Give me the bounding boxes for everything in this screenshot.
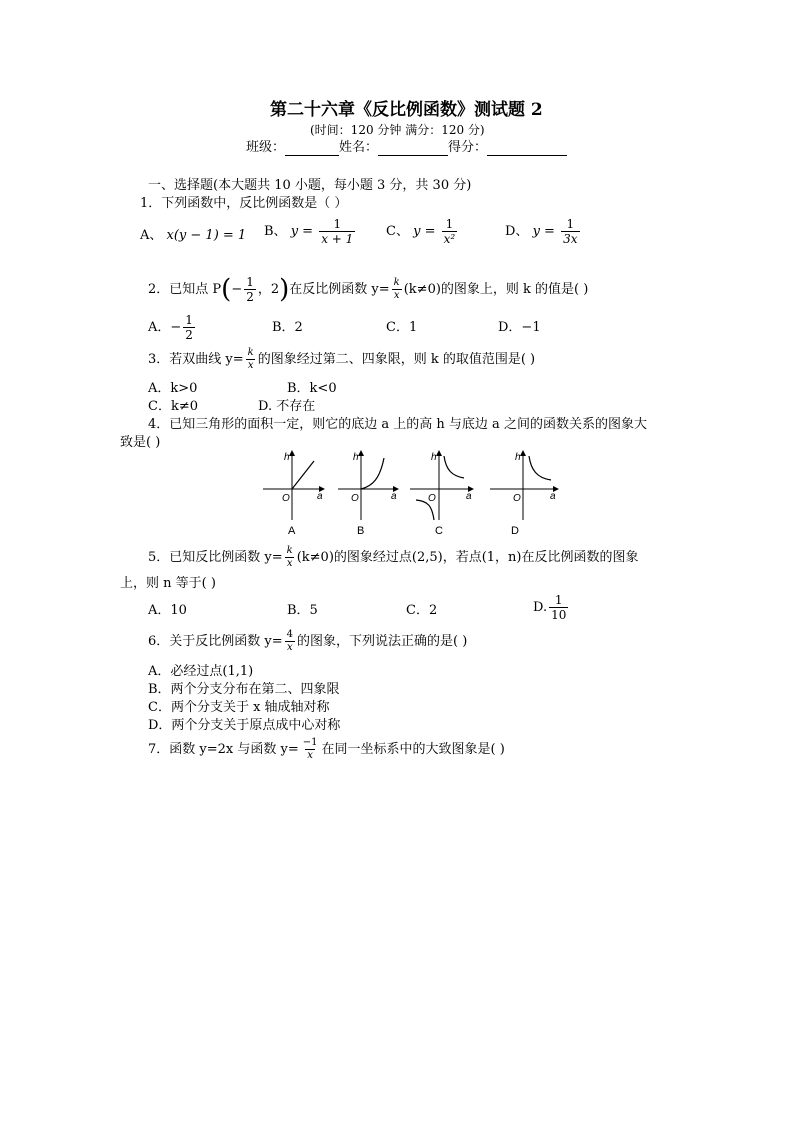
fraction: $\frac{4}{x}$	[286, 629, 294, 653]
option-fraction: $\frac{1}{10}$	[551, 593, 567, 622]
origin-label: O	[428, 493, 436, 504]
stem-text: (k≠0)的图象上，则 k 的值是( )	[403, 282, 589, 297]
stem-text: 的图象经过第二、四象限，则 k 的取值范围是( )	[257, 352, 536, 367]
stem-text: 7．函数 y=2x 与函数 y=	[148, 742, 299, 757]
axis-h-label: h	[431, 452, 437, 463]
question-1-option-b	[264, 218, 357, 245]
question-5-option-b: B．5	[287, 603, 318, 618]
graph-label-c: C	[435, 525, 443, 537]
k-fraction: $\frac{k}{x}$	[286, 545, 293, 569]
class-label: 班级：	[246, 140, 286, 155]
question-2-option-d: D．−1	[498, 320, 541, 335]
axis-h-label: h	[353, 452, 359, 463]
option-fraction: $\frac{1}{3x}$	[563, 217, 578, 246]
question-3-option-d: D. 不存在	[258, 399, 316, 414]
question-4-line-2: 致是( )	[120, 435, 161, 450]
axis-a-label: a	[550, 491, 556, 502]
graph-label-a: A	[288, 525, 296, 537]
question-3-option-a: A．k>0	[148, 381, 198, 396]
point-rest: ，2	[257, 282, 280, 297]
graph-d	[490, 451, 558, 520]
axis-h-label: h	[284, 452, 290, 463]
graph-label-b: B	[357, 525, 365, 537]
name-blank[interactable]	[378, 142, 448, 156]
k-fraction: $\frac{k}{x}$	[393, 277, 400, 301]
stem-text: 5．已知反比例函数 y=	[148, 550, 283, 565]
option-label: A．−	[148, 320, 182, 335]
question-5-stem	[148, 546, 639, 569]
graph-label-d: D	[511, 525, 519, 537]
question-6-option-b: B．两个分支分布在第二、四象限	[148, 682, 340, 697]
option-fraction: $\frac{1}{\text{x²}}$	[443, 217, 456, 246]
stem-text: 在反比例函数 y=	[289, 282, 390, 297]
option-lhs: y =	[532, 224, 555, 239]
question-2-option-b: B．2	[272, 320, 303, 335]
exam-subtitle: (时间：120 分钟 满分：120 分)	[310, 123, 485, 137]
stem-text: 的图象，下列说法正确的是( )	[297, 634, 468, 649]
question-5-option-c: C．2	[406, 603, 438, 618]
origin-label: O	[282, 493, 290, 504]
point-fraction: $\frac{1}{2}$	[246, 275, 254, 304]
stem-text: 在同一坐标系中的大致图象是( )	[321, 742, 505, 757]
question-5-option-a: A．10	[148, 603, 187, 618]
question-1-option-c	[386, 218, 459, 245]
option-label: A、	[140, 228, 163, 243]
origin-label: O	[351, 493, 359, 504]
question-5-line-2: 上，则 n 等于( )	[120, 576, 216, 591]
axis-h-label: h	[515, 452, 521, 463]
question-2-option-a	[148, 314, 197, 341]
question-6-option-c: C．两个分支关于 x 轴成轴对称	[148, 700, 330, 715]
question-6-option-d: D．两个分支关于原点成中心对称	[148, 718, 341, 733]
option-label: B、	[264, 224, 287, 239]
graph-c	[410, 451, 473, 520]
right-paren: )	[279, 274, 290, 305]
origin-label: O	[513, 493, 521, 504]
question-3-stem	[148, 348, 535, 371]
question-1-stem: 1．下列函数中，反比例函数是（ ）	[140, 196, 348, 211]
question-1-option-d	[505, 218, 582, 245]
minus-sign: −	[231, 282, 243, 297]
option-fraction: $\frac{1}{2}$	[185, 313, 193, 342]
question-4-graphs	[258, 448, 578, 538]
axis-a-label: a	[317, 491, 323, 502]
option-label: D、	[505, 224, 529, 239]
section-heading: 一、选择题(本大题共 10 小题，每小题 3 分，共 30 分)	[148, 178, 472, 193]
score-blank[interactable]	[487, 142, 567, 156]
left-paren: (	[221, 274, 232, 305]
option-fraction: $\frac{1}{x + 1}$	[321, 217, 354, 246]
graph-b	[338, 451, 398, 520]
stem-text: 2．已知点 P	[148, 282, 222, 297]
name-label: 姓名：	[339, 140, 379, 155]
question-3-option-c: C．k≠0	[148, 399, 198, 414]
stem-text: 6．关于反比例函数 y=	[148, 634, 283, 649]
question-7-stem	[148, 738, 505, 761]
class-blank[interactable]	[285, 142, 339, 156]
axis-a-label: a	[466, 491, 472, 502]
page-title: 第二十六章《反比例函数》测试题 2	[270, 100, 543, 120]
question-4-line-1: 4．已知三角形的面积一定，则它的底边 a 上的高 h 与底边 a 之间的函数关系的图象大	[148, 417, 647, 432]
k-fraction: $\frac{k}{x}$	[247, 347, 254, 371]
stem-text: 3．若双曲线 y=	[148, 352, 244, 367]
question-6-option-a: A．必经过点(1,1)	[148, 664, 254, 679]
option-expression: x(y − 1) = 1	[166, 228, 247, 243]
option-lhs: y =	[290, 224, 314, 239]
axis-a-label: a	[391, 491, 397, 502]
fraction: $\frac{-1}{x}$	[302, 737, 318, 761]
option-lhs: y =	[413, 224, 436, 239]
graph-a	[263, 451, 324, 520]
question-2-option-c: C．1	[386, 320, 418, 335]
info-line	[246, 140, 567, 156]
question-2-stem	[148, 276, 588, 303]
question-5-option-d	[533, 594, 570, 621]
score-label: 得分：	[448, 140, 488, 155]
stem-text: (k≠0)的图象经过点(2,5)，若点(1，n)在反比例函数的图象	[296, 550, 639, 565]
question-6-stem	[148, 630, 467, 653]
option-label: C、	[386, 224, 409, 239]
question-1-option-a	[140, 228, 246, 244]
option-label: D.	[533, 600, 548, 615]
question-3-option-b: B．k<0	[287, 381, 337, 396]
